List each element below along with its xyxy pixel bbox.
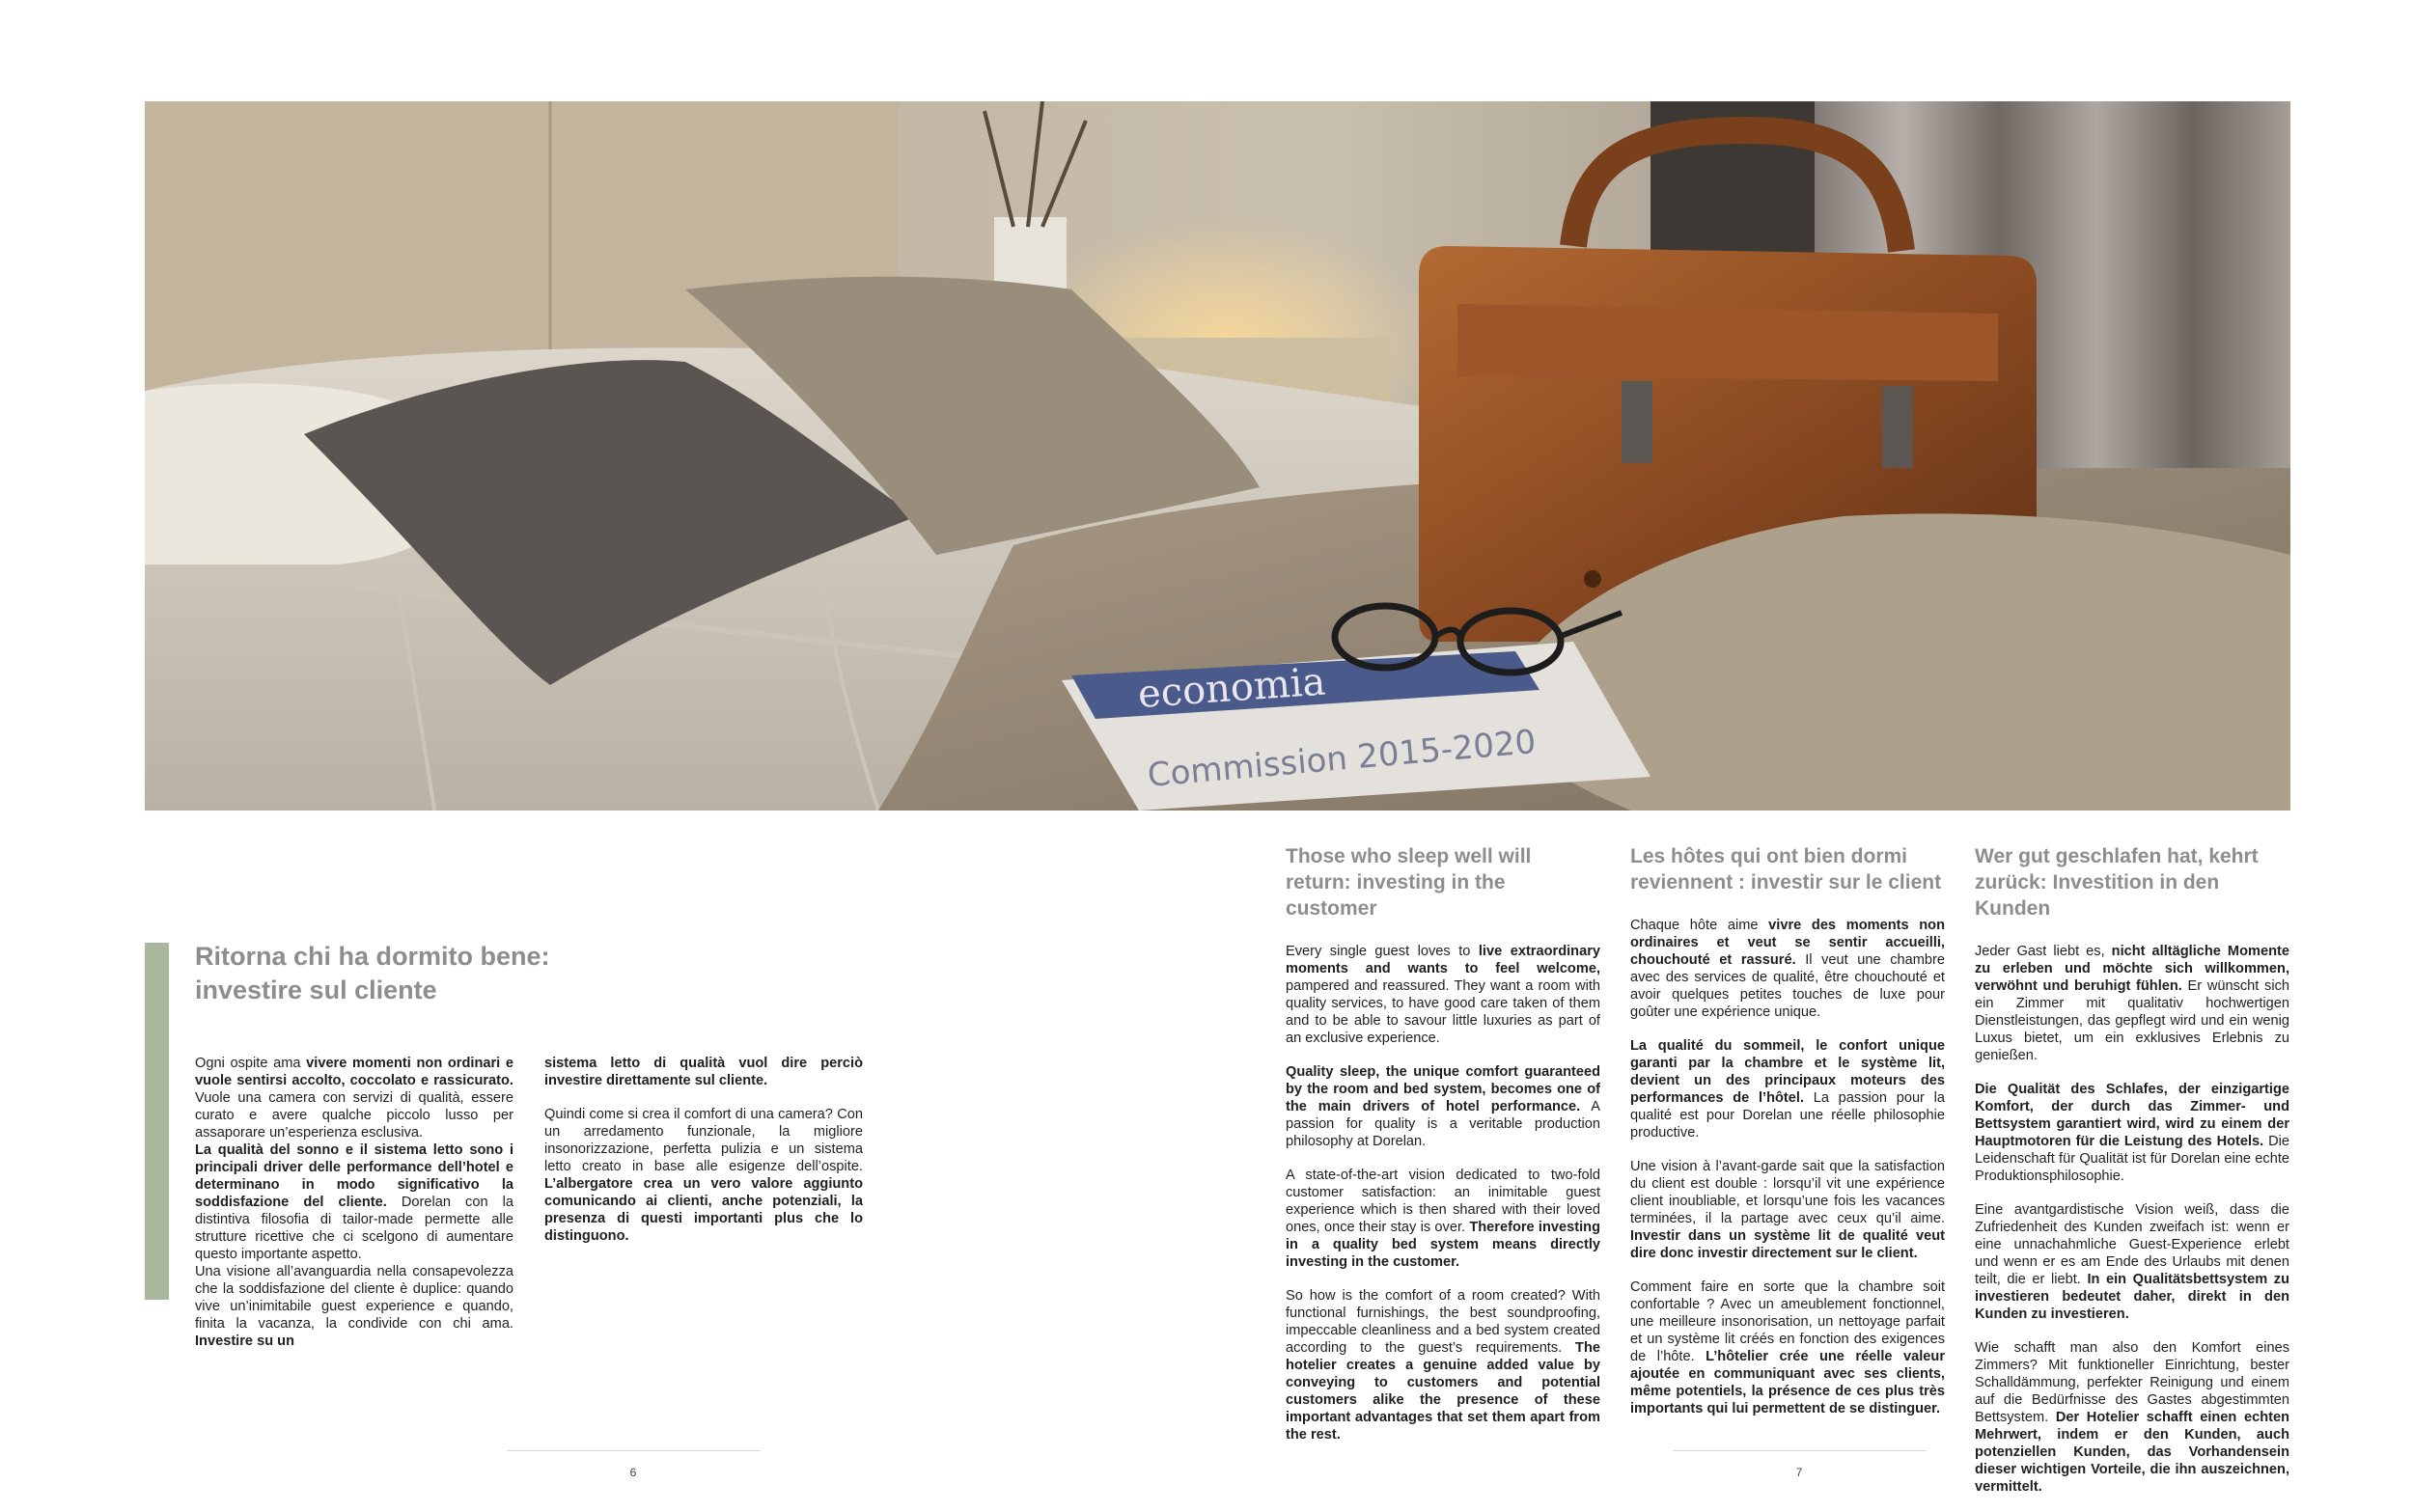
english-column <box>1286 843 1600 1460</box>
newspaper-subline: Commission 2015-2020 <box>1146 722 1538 795</box>
italian-title-line1: Ritorna chi ha dormito bene: <box>195 942 550 971</box>
body-text: Jeder Gast liebt es, <box>1975 944 2112 959</box>
body-text-bold: sistema letto di qualità vuol dire perciò investire direttamente sul cliente. <box>544 1056 863 1088</box>
english-paragraph <box>1286 1167 1600 1271</box>
body-text-bold: Die Qualität des Schlafes, der einzigartige Komfort, der durch das Zimmer- und Bettsystem garantiert wird, wird zu einem der Hauptmotoren für die Leistung des Hotels. <box>1975 1082 2289 1149</box>
german-title: Wer gut geschlafen hat, kehrt zurück: Investition in den Kunden <box>1975 845 2259 920</box>
body-text: La passion pour la qualité est pour Dorelan une réelle philosophie productive. <box>1630 1090 1945 1141</box>
body-text: Chaque hôte aime <box>1630 918 1769 933</box>
italian-title-line2: investire sul cliente <box>195 976 437 1004</box>
body-text-bold: Therefore investing in a quality bed system means directly investing in the customer. <box>1286 1220 1600 1270</box>
body-text: Quindi come si crea il comfort di una camera? Con un arredamento funzionale, la migliore insonorizzazione, perfetta pulizia e un sistema letto creato in base alle esigenze dell’ospite. <box>544 1107 863 1174</box>
body-text: Comment faire en sorte que la chambre soit confortable ? Avec un ameublement fonctionnel, une meilleure insonorisation, un nettoyage parfait et un système lit créés en fonction des exigences de l’hôte. <box>1630 1279 1945 1364</box>
german-paragraph <box>1975 1081 2289 1185</box>
hero-photo-illustration <box>145 101 2290 811</box>
page-number-left: 6 <box>629 1466 637 1479</box>
italian-paragraph <box>195 1055 513 1350</box>
french-title: Les hôtes qui ont bien dormi reviennent : investir sur le client <box>1630 845 1942 893</box>
body-text-bold: La qualità del sonno e il sistema letto sono i principali driver delle performance dell’hotel e determinano in modo significativo la soddisfazione del cliente. <box>195 1142 513 1210</box>
body-text-bold: vivere momenti non ordinari e vuole sentirsi accolto, coccolato e rassicurato. <box>195 1056 514 1088</box>
english-paragraph <box>1286 943 1600 1047</box>
body-text: Il veut une chambre avec des services de qualité, être chouchouté et avoir quelques petites touches de luxe pour goûter une expérience unique. <box>1630 952 1945 1020</box>
german-column <box>1975 843 2289 1512</box>
body-text: A passion for quality is a veritable production philosophy at Dorelan. <box>1286 1099 1601 1149</box>
german-paragraph <box>1975 943 2289 1064</box>
body-text: Ogni ospite ama <box>195 1056 307 1071</box>
body-text: Die Leidenschaft für Qualität ist für Dorelan eine echte Produktionsphilosophie. <box>1975 1134 2290 1184</box>
body-text-bold: La qualité du sommeil, le confort unique garanti par la chambre et le système lit, devient un des principaux moteurs des performances de l’hôtel. <box>1630 1038 1945 1106</box>
french-column <box>1630 843 1945 1434</box>
body-text: A state-of-the-art vision dedicated to two-fold customer satisfaction: an inimitable guest experience which is then shared with their loved ones, once their stay is over. <box>1286 1168 1600 1235</box>
italian-paragraph <box>544 1055 863 1089</box>
english-paragraph <box>1286 1287 1600 1443</box>
body-text: Eine avantgardistische Vision weiß, dass die Zufriedenheit des Kunden zweifach ist: wenn er eine unnachahmliche Guest-Experience erlebt und wenn er es am Ende des Urlaubs mit denen teilt, die er liebt. <box>1975 1202 2289 1287</box>
hero-photo <box>145 101 2290 811</box>
french-paragraph <box>1630 1278 1945 1417</box>
body-text-bold: The hotelier creates a genuine added value by conveying to customers and potential customers alike the presence of these important advantages that set them apart from the rest. <box>1286 1340 1600 1443</box>
body-text: Una visione all’avanguardia nella consapevolezza che la soddisfazione del cliente è duplice: quando vive un’inimitabile guest experience e quando, finita la vacanza, la condivide con chi ama. <box>195 1264 513 1332</box>
body-text: pampered and reassured. They want a room with quality services, to have good care taken of them and to be able to savour little luxuries as part of an exclusive experience. <box>1286 978 1600 1046</box>
body-text: Er wünscht sich ein Zimmer mit qualitativ hochwertigen Dienstleistungen, das gepflegt wird und ein wenig Luxus bietet, um ein exklusives Erlebnis zu genießen. <box>1975 978 2289 1063</box>
body-text-bold: L’albergatore crea un vero valore aggiunto comunicando ai clienti, anche potenziali, la presenza di questi importanti plus che lo distinguono. <box>544 1176 863 1244</box>
body-text: Une vision à l’avant-garde sait que la satisfaction du client est double : lorsqu’il vit une expérience client inoubliable, et lorsqu’une fois les vacances terminées, il la partage avec ceux qu’il aime. <box>1630 1159 1945 1226</box>
italian-title <box>195 940 649 1007</box>
body-text-bold: vivre des moments non ordinaires et veut se sentir accueilli, chouchouté et rassuré. <box>1630 918 1945 968</box>
body-text-bold: nicht alltägliche Momente zu erleben und möchte sich willkommen, verwöhnt und beruhigt fühlen. <box>1975 944 2289 994</box>
german-paragraph <box>1975 1339 2289 1496</box>
italian-paragraph <box>544 1106 863 1245</box>
body-text: Every single guest loves to <box>1286 944 1479 959</box>
accent-bar <box>145 943 169 1300</box>
body-text: So how is the comfort of a room created? With functional furnishings, the best soundproofing, impeccable cleanliness and a bed system created according to the guest’s requirements. <box>1286 1288 1600 1356</box>
italian-column-1 <box>195 1055 513 1366</box>
english-paragraph <box>1286 1063 1600 1150</box>
body-text: Wie schafft man also den Komfort eines Zimmers? Mit funktioneller Einrichtung, bester Schalldämmung, perfekter Reinigung und einem auf die Bedürfnisse des Gastes abgestimmten Bettsystem. <box>1975 1340 2289 1425</box>
body-text: Dorelan con la distintiva filosofia di tailor-made permette alle strutture ricettive che ci scelgono di aumentare questo importante aspetto. <box>195 1195 513 1262</box>
english-title: Those who sleep well will return: investing in the customer <box>1286 845 1532 920</box>
footer-divider-left <box>507 1450 761 1451</box>
body-text-bold: Investir dans un système lit de qualité veut dire donc investir directement sur le client. <box>1630 1228 1945 1261</box>
page-number-right: 7 <box>1795 1466 1803 1479</box>
body-text-bold: In ein Qualitätsbettsystem zu investieren bedeutet daher, direkt in den Kunden zu investieren. <box>1975 1272 2289 1322</box>
body-text-bold: Investire su un <box>195 1333 294 1349</box>
french-paragraph <box>1630 1037 1945 1141</box>
body-text: Vuole una camera con servizi di qualità, essere curato e avere qualche piccolo lusso per assaporare un’esperienza esclusiva. <box>195 1090 513 1141</box>
body-text-bold: L’hôtelier crée une réelle valeur ajoutée en communiquant avec ses clients, même potentiels, la présence de ces plus très importants qui lui permettent de se distinguer. <box>1630 1349 1945 1416</box>
body-text-bold: Quality sleep, the unique comfort guaranteed by the room and bed system, becomes one of the main drivers of hotel performance. <box>1286 1064 1600 1114</box>
french-paragraph <box>1630 917 1945 1021</box>
italian-column-2 <box>544 1055 863 1261</box>
german-paragraph <box>1975 1201 2289 1323</box>
newspaper-headline: economia <box>1136 659 1327 717</box>
body-text-bold: live extraordinary moments and wants to feel welcome, <box>1286 944 1600 976</box>
body-text-bold: Der Hotelier schafft einen echten Mehrwert, indem er den Kunden, auch potenziellen Kunden, das Vorhandensein dieser wichtigen Vorteile, die ihn auszeichnen, vermittelt. <box>1975 1410 2289 1495</box>
french-paragraph <box>1630 1158 1945 1262</box>
footer-divider-right <box>1673 1450 1927 1451</box>
